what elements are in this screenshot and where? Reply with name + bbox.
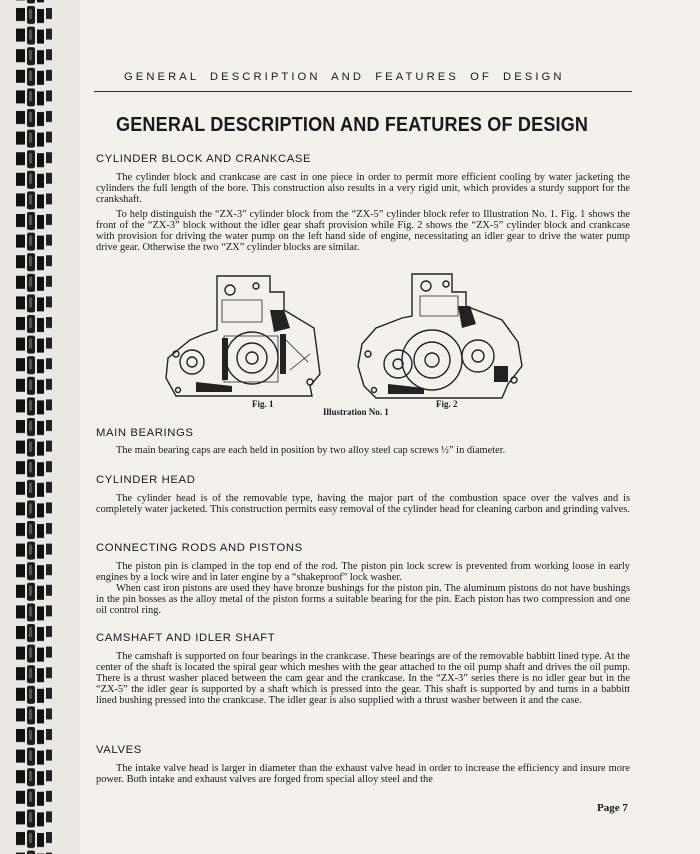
connecting-rods-para-2-text: When cast iron pistons are used they have bronze bushings for the piston pin. The aluminum pistons do not have bushings in the pin bosses as the alloy metal of the piston forms a suitable bearing for the pin. Each piston has two compression and one oil control ring. [96,583,630,616]
comb-binding [0,0,80,854]
heading-camshaft: CAMSHAFT AND IDLER SHAFT [96,632,276,644]
heading-connecting-rods: CONNECTING RODS AND PISTONS [96,542,303,554]
manual-page [94,0,632,854]
page-number: Page 7 [597,802,628,814]
heading-valves: VALVES [96,744,142,756]
connecting-rods-para-2 [96,583,630,616]
fig1-drawing [166,276,320,396]
valves-para-text: The intake valve head is larger in diameter than the exhaust valve head in order to increase the efficiency and insure more power. Both intake and exhaust valves are forged from special alloy steel and the [96,763,630,785]
header-rule [94,91,632,92]
camshaft-para [96,651,630,706]
fig1-label: Fig. 1 [252,399,274,409]
connecting-rods-para-1 [96,561,630,583]
heading-main-bearings: MAIN BEARINGS [96,427,194,439]
cylinder-block-para-2-text: To help distinguish the “ZX-3” cylinder block from the “ZX-5” cylinder block refer to Illustration No. 1. Fig. 1 shows the front of the “ZX-3” block without the idler gear shaft provision while Fig. 2 shows the “ZX-5” cylinder block and crankcase with provision for driving the water pump on the left hand side of engine, necessitating an idler gear to drive the water pump drive gear. Otherwise the two “ZX” cylinder blocks are similar. [96,209,630,253]
heading-cylinder-head: CYLINDER HEAD [96,474,196,486]
main-bearings-para-text: The main bearing caps are each held in position by two alloy steel cap screws ½” in diameter. [116,445,506,456]
fig2-label: Fig. 2 [436,399,458,409]
engine-block-drawings [162,270,642,420]
page-title: GENERAL DESCRIPTION AND FEATURES OF DESIGN [116,113,589,136]
cylinder-block-para-1 [96,172,630,205]
running-head: GENERAL DESCRIPTION AND FEATURES OF DESIGN [124,71,565,83]
valves-para [96,763,630,785]
main-bearings-para [96,445,630,456]
cylinder-block-para-1-text: The cylinder block and crankcase are cast in one piece in order to permit more efficient cooling by water jacketing the cylinders the full length of the bore. This construction also results in a very rigid unit, which provides a sturdy support for the crankshaft. [96,172,630,205]
cylinder-head-para [96,493,630,515]
illustration-caption: Illustration No. 1 [323,407,389,417]
connecting-rods-para-1-text: The piston pin is clamped in the top end of the rod. The piston pin lock screw is prevented from working loose in early engines by a lock wire and in later engine by a “shakeproof” lock washer. [96,561,630,583]
camshaft-para-text: The camshaft is supported on four bearings in the crankcase. These bearings are of the removable babbitt lined type. At the center of the shaft is located the spiral gear which meshes with the gear attached to the oil pump shaft and drives the oil pump. There is a thrust washer placed between the cam gear and the crankcase. In the “ZX-3” series there is no idler gear but in the “ZX-5” the idler gear is supported by a shaft which is pressed into the gear. This shaft is supported by and turns in a babbitt lined bushing pressed into the crankcase. The idler gear is also supplied with a thrust washer between it and the case. [96,651,630,706]
cylinder-head-para-text: The cylinder head is of the removable type, having the major part of the combustion space over the valves and is completely water jacketed. This construction permits easy removal of the cylinder head for cleaning carbon and grinding valves. [96,493,630,515]
cylinder-block-para-2 [96,209,630,253]
heading-cylinder-block: CYLINDER BLOCK AND CRANKCASE [96,153,312,165]
fig2-shading [388,306,508,394]
illustration-figures [162,270,642,420]
